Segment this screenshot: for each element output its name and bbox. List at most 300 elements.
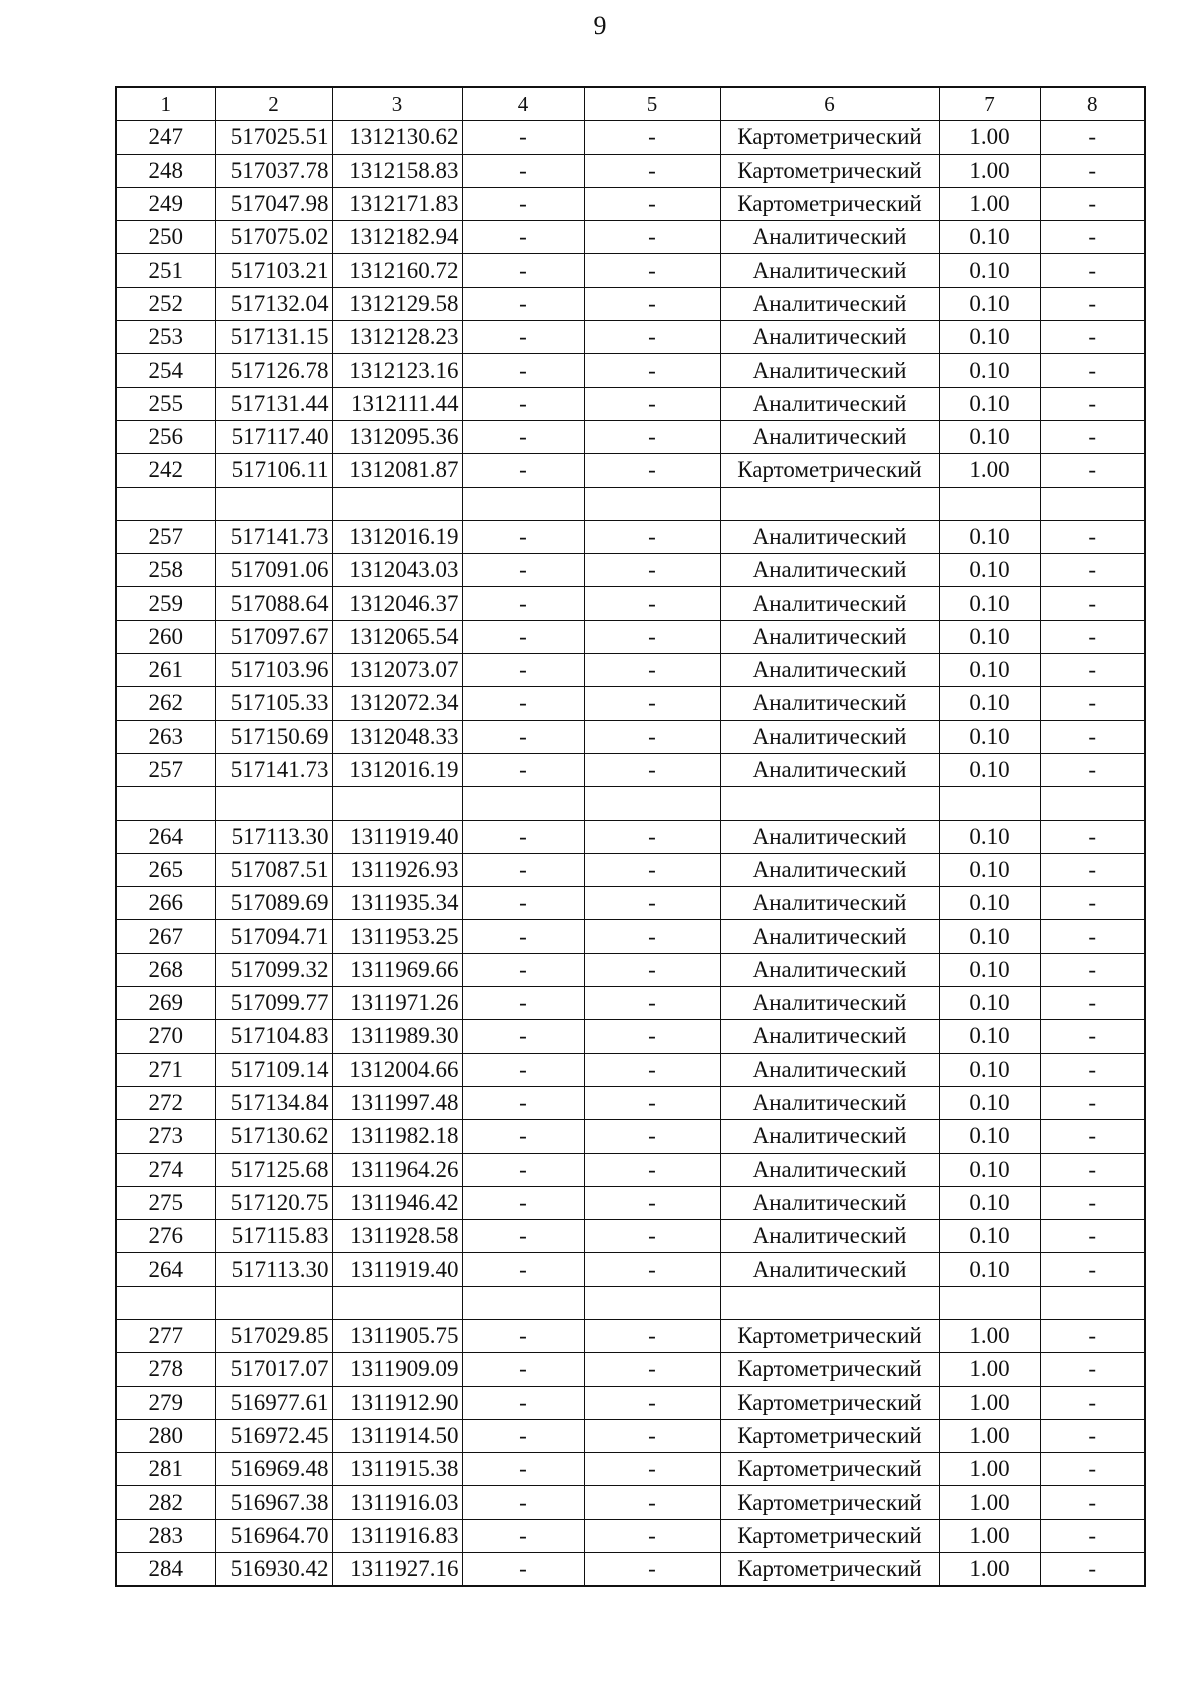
column-4-cell: - <box>462 1153 584 1186</box>
table-row <box>116 1419 1145 1452</box>
column-4-cell: - <box>462 420 584 453</box>
x-coordinate-cell: 517126.78 <box>215 354 332 387</box>
table-row <box>116 354 1145 387</box>
column-4-cell: - <box>462 254 584 287</box>
x-coordinate-cell: 517113.30 <box>215 820 332 853</box>
method-cell: Аналитический <box>720 1053 939 1086</box>
method-cell: Картометрический <box>720 1386 939 1419</box>
column-5-cell: - <box>584 587 720 620</box>
method-cell: Аналитический <box>720 387 939 420</box>
column-4-cell: - <box>462 1120 584 1153</box>
column-8-cell: - <box>1040 1053 1145 1086</box>
column-8-cell: - <box>1040 920 1145 953</box>
column-4-cell: - <box>462 121 584 154</box>
y-coordinate-cell <box>332 1286 462 1319</box>
column-4-cell <box>462 487 584 520</box>
column-8-cell: - <box>1040 1153 1145 1186</box>
point-number-cell: 271 <box>116 1053 215 1086</box>
x-coordinate-cell: 517120.75 <box>215 1186 332 1219</box>
column-4-cell: - <box>462 654 584 687</box>
accuracy-cell: 1.00 <box>939 454 1040 487</box>
method-cell: Аналитический <box>720 820 939 853</box>
table-body <box>116 121 1145 1587</box>
table-row <box>116 1153 1145 1186</box>
method-cell: Аналитический <box>720 887 939 920</box>
table-row <box>116 1086 1145 1119</box>
accuracy-cell: 1.00 <box>939 1553 1040 1587</box>
column-4-cell: - <box>462 1253 584 1286</box>
column-8-cell: - <box>1040 620 1145 653</box>
point-number-cell: 260 <box>116 620 215 653</box>
accuracy-cell: 1.00 <box>939 1319 1040 1352</box>
point-number-cell: 277 <box>116 1319 215 1352</box>
column-5-cell: - <box>584 853 720 886</box>
column-8-cell: - <box>1040 454 1145 487</box>
x-coordinate-cell: 517099.77 <box>215 987 332 1020</box>
y-coordinate-cell: 1312016.19 <box>332 753 462 786</box>
x-coordinate-cell: 517103.96 <box>215 654 332 687</box>
column-4-cell: - <box>462 953 584 986</box>
column-5-cell: - <box>584 1486 720 1519</box>
method-cell: Аналитический <box>720 853 939 886</box>
point-number-cell: 257 <box>116 753 215 786</box>
point-number-cell: 269 <box>116 987 215 1020</box>
accuracy-cell: 0.10 <box>939 820 1040 853</box>
accuracy-cell: 0.10 <box>939 887 1040 920</box>
x-coordinate-cell: 517105.33 <box>215 687 332 720</box>
y-coordinate-cell: 1311969.66 <box>332 953 462 986</box>
x-coordinate-cell <box>215 487 332 520</box>
method-cell: Аналитический <box>720 953 939 986</box>
accuracy-cell: 0.10 <box>939 287 1040 320</box>
y-coordinate-cell: 1311919.40 <box>332 1253 462 1286</box>
point-number-cell: 259 <box>116 587 215 620</box>
point-number-cell: 281 <box>116 1453 215 1486</box>
column-8-cell: - <box>1040 1319 1145 1352</box>
point-number-cell: 258 <box>116 554 215 587</box>
column-8-cell: - <box>1040 1519 1145 1552</box>
x-coordinate-cell: 517099.32 <box>215 953 332 986</box>
column-5-cell: - <box>584 187 720 220</box>
point-number-cell: 276 <box>116 1220 215 1253</box>
column-5-cell: - <box>584 1153 720 1186</box>
table-separator-row <box>116 1286 1145 1319</box>
y-coordinate-cell: 1311927.16 <box>332 1553 462 1587</box>
x-coordinate-cell: 517150.69 <box>215 720 332 753</box>
table-header-row <box>116 87 1145 121</box>
accuracy-cell: 0.10 <box>939 1120 1040 1153</box>
column-4-cell: - <box>462 753 584 786</box>
column-5-cell: - <box>584 1020 720 1053</box>
column-8-cell: - <box>1040 387 1145 420</box>
x-coordinate-cell: 517097.67 <box>215 620 332 653</box>
y-coordinate-cell: 1311916.03 <box>332 1486 462 1519</box>
accuracy-cell: 1.00 <box>939 1453 1040 1486</box>
table-row <box>116 720 1145 753</box>
accuracy-cell: 0.10 <box>939 920 1040 953</box>
table-row <box>116 121 1145 154</box>
column-4-cell: - <box>462 154 584 187</box>
column-8-cell: - <box>1040 187 1145 220</box>
accuracy-cell: 0.10 <box>939 687 1040 720</box>
column-8-cell: - <box>1040 554 1145 587</box>
column-8-cell: - <box>1040 420 1145 453</box>
y-coordinate-cell <box>332 487 462 520</box>
x-coordinate-cell: 516964.70 <box>215 1519 332 1552</box>
column-5-cell: - <box>584 1353 720 1386</box>
y-coordinate-cell: 1312048.33 <box>332 720 462 753</box>
column-5-cell: - <box>584 1053 720 1086</box>
x-coordinate-cell: 517075.02 <box>215 221 332 254</box>
column-header: 7 <box>939 87 1040 121</box>
method-cell: Аналитический <box>720 720 939 753</box>
column-8-cell: - <box>1040 887 1145 920</box>
column-4-cell: - <box>462 920 584 953</box>
method-cell: Картометрический <box>720 1319 939 1352</box>
column-5-cell: - <box>584 1120 720 1153</box>
x-coordinate-cell: 517047.98 <box>215 187 332 220</box>
method-cell: Аналитический <box>720 987 939 1020</box>
method-cell: Аналитический <box>720 920 939 953</box>
method-cell: Аналитический <box>720 1253 939 1286</box>
column-4-cell: - <box>462 1319 584 1352</box>
accuracy-cell: 0.10 <box>939 1053 1040 1086</box>
table-row <box>116 1220 1145 1253</box>
column-5-cell: - <box>584 820 720 853</box>
column-8-cell: - <box>1040 1220 1145 1253</box>
table-row <box>116 154 1145 187</box>
point-number-cell: 264 <box>116 1253 215 1286</box>
column-8-cell: - <box>1040 1386 1145 1419</box>
x-coordinate-cell <box>215 787 332 820</box>
column-8-cell <box>1040 487 1145 520</box>
column-4-cell: - <box>462 687 584 720</box>
table-row <box>116 920 1145 953</box>
column-4-cell: - <box>462 454 584 487</box>
y-coordinate-cell: 1311926.93 <box>332 853 462 886</box>
method-cell <box>720 787 939 820</box>
table-row <box>116 287 1145 320</box>
accuracy-cell: 1.00 <box>939 1419 1040 1452</box>
column-5-cell: - <box>584 987 720 1020</box>
method-cell: Аналитический <box>720 1086 939 1119</box>
method-cell: Аналитический <box>720 221 939 254</box>
y-coordinate-cell: 1312171.83 <box>332 187 462 220</box>
accuracy-cell: 0.10 <box>939 587 1040 620</box>
column-5-cell: - <box>584 654 720 687</box>
accuracy-cell: 0.10 <box>939 1153 1040 1186</box>
column-5-cell: - <box>584 520 720 553</box>
point-number-cell: 261 <box>116 654 215 687</box>
y-coordinate-cell: 1312043.03 <box>332 554 462 587</box>
point-number-cell: 263 <box>116 720 215 753</box>
y-coordinate-cell: 1311982.18 <box>332 1120 462 1153</box>
x-coordinate-cell: 517029.85 <box>215 1319 332 1352</box>
point-number-cell: 252 <box>116 287 215 320</box>
x-coordinate-cell: 517106.11 <box>215 454 332 487</box>
accuracy-cell: 1.00 <box>939 1519 1040 1552</box>
column-8-cell: - <box>1040 1186 1145 1219</box>
method-cell: Аналитический <box>720 520 939 553</box>
column-4-cell: - <box>462 1020 584 1053</box>
accuracy-cell: 1.00 <box>939 187 1040 220</box>
point-number-cell: 257 <box>116 520 215 553</box>
table-row <box>116 953 1145 986</box>
point-number-cell: 272 <box>116 1086 215 1119</box>
method-cell: Картометрический <box>720 1519 939 1552</box>
y-coordinate-cell: 1312095.36 <box>332 420 462 453</box>
point-number-cell: 266 <box>116 887 215 920</box>
column-8-cell: - <box>1040 321 1145 354</box>
column-5-cell: - <box>584 254 720 287</box>
column-5-cell: - <box>584 321 720 354</box>
y-coordinate-cell: 1311935.34 <box>332 887 462 920</box>
column-5-cell: - <box>584 1186 720 1219</box>
y-coordinate-cell: 1311905.75 <box>332 1319 462 1352</box>
table-row <box>116 520 1145 553</box>
x-coordinate-cell: 517094.71 <box>215 920 332 953</box>
column-5-cell: - <box>584 887 720 920</box>
column-4-cell: - <box>462 587 584 620</box>
column-5-cell: - <box>584 221 720 254</box>
y-coordinate-cell: 1311989.30 <box>332 1020 462 1053</box>
column-header: 2 <box>215 87 332 121</box>
table-row <box>116 1186 1145 1219</box>
y-coordinate-cell: 1311928.58 <box>332 1220 462 1253</box>
y-coordinate-cell: 1311916.83 <box>332 1519 462 1552</box>
y-coordinate-cell: 1311912.90 <box>332 1386 462 1419</box>
column-4-cell: - <box>462 321 584 354</box>
x-coordinate-cell: 516930.42 <box>215 1553 332 1587</box>
x-coordinate-cell: 517089.69 <box>215 887 332 920</box>
table-row <box>116 387 1145 420</box>
table-row <box>116 820 1145 853</box>
x-coordinate-cell: 516977.61 <box>215 1386 332 1419</box>
y-coordinate-cell: 1311946.42 <box>332 1186 462 1219</box>
column-5-cell: - <box>584 687 720 720</box>
table-row <box>116 1553 1145 1587</box>
column-8-cell: - <box>1040 953 1145 986</box>
point-number-cell: 249 <box>116 187 215 220</box>
column-4-cell: - <box>462 1553 584 1587</box>
x-coordinate-cell: 517130.62 <box>215 1120 332 1153</box>
column-8-cell: - <box>1040 1020 1145 1053</box>
method-cell: Аналитический <box>720 254 939 287</box>
table-row <box>116 321 1145 354</box>
column-4-cell: - <box>462 1453 584 1486</box>
point-number-cell: 278 <box>116 1353 215 1386</box>
table-separator-row <box>116 487 1145 520</box>
column-8-cell: - <box>1040 1553 1145 1587</box>
accuracy-cell: 0.10 <box>939 387 1040 420</box>
y-coordinate-cell: 1311915.38 <box>332 1453 462 1486</box>
table-row <box>116 420 1145 453</box>
table-row <box>116 687 1145 720</box>
x-coordinate-cell: 517091.06 <box>215 554 332 587</box>
column-5-cell: - <box>584 354 720 387</box>
x-coordinate-cell: 517132.04 <box>215 287 332 320</box>
table-row <box>116 1453 1145 1486</box>
column-header: 5 <box>584 87 720 121</box>
column-5-cell: - <box>584 620 720 653</box>
y-coordinate-cell: 1312016.19 <box>332 520 462 553</box>
table-row <box>116 1020 1145 1053</box>
x-coordinate-cell: 517109.14 <box>215 1053 332 1086</box>
point-number-cell: 247 <box>116 121 215 154</box>
point-number-cell: 251 <box>116 254 215 287</box>
point-number-cell: 253 <box>116 321 215 354</box>
y-coordinate-cell: 1311953.25 <box>332 920 462 953</box>
table-row <box>116 1486 1145 1519</box>
column-4-cell: - <box>462 853 584 886</box>
column-header: 3 <box>332 87 462 121</box>
column-5-cell <box>584 487 720 520</box>
column-8-cell: - <box>1040 1086 1145 1119</box>
column-8-cell: - <box>1040 820 1145 853</box>
column-8-cell: - <box>1040 1120 1145 1153</box>
column-4-cell: - <box>462 820 584 853</box>
method-cell: Картометрический <box>720 1553 939 1587</box>
x-coordinate-cell: 517131.15 <box>215 321 332 354</box>
y-coordinate-cell: 1312065.54 <box>332 620 462 653</box>
table-separator-row <box>116 787 1145 820</box>
point-number-cell: 267 <box>116 920 215 953</box>
table-row <box>116 620 1145 653</box>
method-cell: Аналитический <box>720 554 939 587</box>
column-5-cell: - <box>584 1253 720 1286</box>
method-cell: Аналитический <box>720 1153 939 1186</box>
table-row <box>116 1053 1145 1086</box>
method-cell: Аналитический <box>720 687 939 720</box>
method-cell: Картометрический <box>720 1486 939 1519</box>
column-8-cell: - <box>1040 687 1145 720</box>
column-header: 8 <box>1040 87 1145 121</box>
column-4-cell: - <box>462 554 584 587</box>
column-8-cell: - <box>1040 121 1145 154</box>
accuracy-cell: 1.00 <box>939 1386 1040 1419</box>
method-cell: Аналитический <box>720 420 939 453</box>
accuracy-cell: 1.00 <box>939 154 1040 187</box>
y-coordinate-cell: 1312160.72 <box>332 254 462 287</box>
column-4-cell: - <box>462 1086 584 1119</box>
x-coordinate-cell: 517131.44 <box>215 387 332 420</box>
x-coordinate-cell: 517017.07 <box>215 1353 332 1386</box>
y-coordinate-cell: 1312130.62 <box>332 121 462 154</box>
point-number-cell: 274 <box>116 1153 215 1186</box>
point-number-cell: 268 <box>116 953 215 986</box>
column-4-cell: - <box>462 520 584 553</box>
column-5-cell: - <box>584 420 720 453</box>
x-coordinate-cell <box>215 1286 332 1319</box>
method-cell: Аналитический <box>720 620 939 653</box>
x-coordinate-cell: 516972.45 <box>215 1419 332 1452</box>
method-cell: Картометрический <box>720 187 939 220</box>
accuracy-cell: 0.10 <box>939 221 1040 254</box>
table-row <box>116 1386 1145 1419</box>
x-coordinate-cell: 517087.51 <box>215 853 332 886</box>
point-number-cell: 256 <box>116 420 215 453</box>
column-8-cell: - <box>1040 354 1145 387</box>
x-coordinate-cell: 516969.48 <box>215 1453 332 1486</box>
x-coordinate-cell: 517103.21 <box>215 254 332 287</box>
y-coordinate-cell: 1312182.94 <box>332 221 462 254</box>
accuracy-cell: 0.10 <box>939 1253 1040 1286</box>
accuracy-cell: 0.10 <box>939 620 1040 653</box>
accuracy-cell: 0.10 <box>939 254 1040 287</box>
table-row <box>116 1353 1145 1386</box>
method-cell: Картометрический <box>720 454 939 487</box>
method-cell: Аналитический <box>720 753 939 786</box>
column-4-cell: - <box>462 987 584 1020</box>
method-cell: Картометрический <box>720 1419 939 1452</box>
point-number-cell: 279 <box>116 1386 215 1419</box>
column-4-cell: - <box>462 1353 584 1386</box>
column-8-cell: - <box>1040 753 1145 786</box>
accuracy-cell: 0.10 <box>939 321 1040 354</box>
y-coordinate-cell: 1312158.83 <box>332 154 462 187</box>
method-cell: Аналитический <box>720 1186 939 1219</box>
column-8-cell <box>1040 787 1145 820</box>
accuracy-cell: 0.10 <box>939 420 1040 453</box>
accuracy-cell: 0.10 <box>939 1186 1040 1219</box>
column-5-cell: - <box>584 1386 720 1419</box>
y-coordinate-cell: 1312072.34 <box>332 687 462 720</box>
column-5-cell: - <box>584 1553 720 1587</box>
column-4-cell: - <box>462 287 584 320</box>
method-cell: Картометрический <box>720 154 939 187</box>
column-8-cell <box>1040 1286 1145 1319</box>
column-4-cell <box>462 787 584 820</box>
y-coordinate-cell: 1311919.40 <box>332 820 462 853</box>
column-8-cell: - <box>1040 720 1145 753</box>
accuracy-cell: 0.10 <box>939 753 1040 786</box>
y-coordinate-cell: 1312046.37 <box>332 587 462 620</box>
accuracy-cell: 1.00 <box>939 121 1040 154</box>
column-4-cell: - <box>462 1220 584 1253</box>
table-row <box>116 987 1145 1020</box>
column-5-cell: - <box>584 1419 720 1452</box>
point-number-cell <box>116 787 215 820</box>
column-5-cell: - <box>584 1220 720 1253</box>
accuracy-cell: 0.10 <box>939 953 1040 986</box>
point-number-cell: 248 <box>116 154 215 187</box>
column-8-cell: - <box>1040 1353 1145 1386</box>
column-5-cell: - <box>584 1086 720 1119</box>
method-cell: Аналитический <box>720 1020 939 1053</box>
method-cell: Картометрический <box>720 121 939 154</box>
column-8-cell: - <box>1040 1453 1145 1486</box>
column-5-cell: - <box>584 121 720 154</box>
table-row <box>116 1120 1145 1153</box>
table-row <box>116 554 1145 587</box>
point-number-cell: 282 <box>116 1486 215 1519</box>
column-8-cell: - <box>1040 221 1145 254</box>
accuracy-cell: 1.00 <box>939 1486 1040 1519</box>
column-5-cell: - <box>584 953 720 986</box>
column-8-cell: - <box>1040 1253 1145 1286</box>
x-coordinate-cell: 517025.51 <box>215 121 332 154</box>
column-4-cell: - <box>462 1486 584 1519</box>
coordinates-table <box>115 86 1146 1587</box>
point-number-cell: 284 <box>116 1553 215 1587</box>
method-cell: Аналитический <box>720 1120 939 1153</box>
column-5-cell: - <box>584 1519 720 1552</box>
point-number-cell: 270 <box>116 1020 215 1053</box>
column-5-cell: - <box>584 720 720 753</box>
column-8-cell: - <box>1040 287 1145 320</box>
x-coordinate-cell: 517088.64 <box>215 587 332 620</box>
table-row <box>116 587 1145 620</box>
